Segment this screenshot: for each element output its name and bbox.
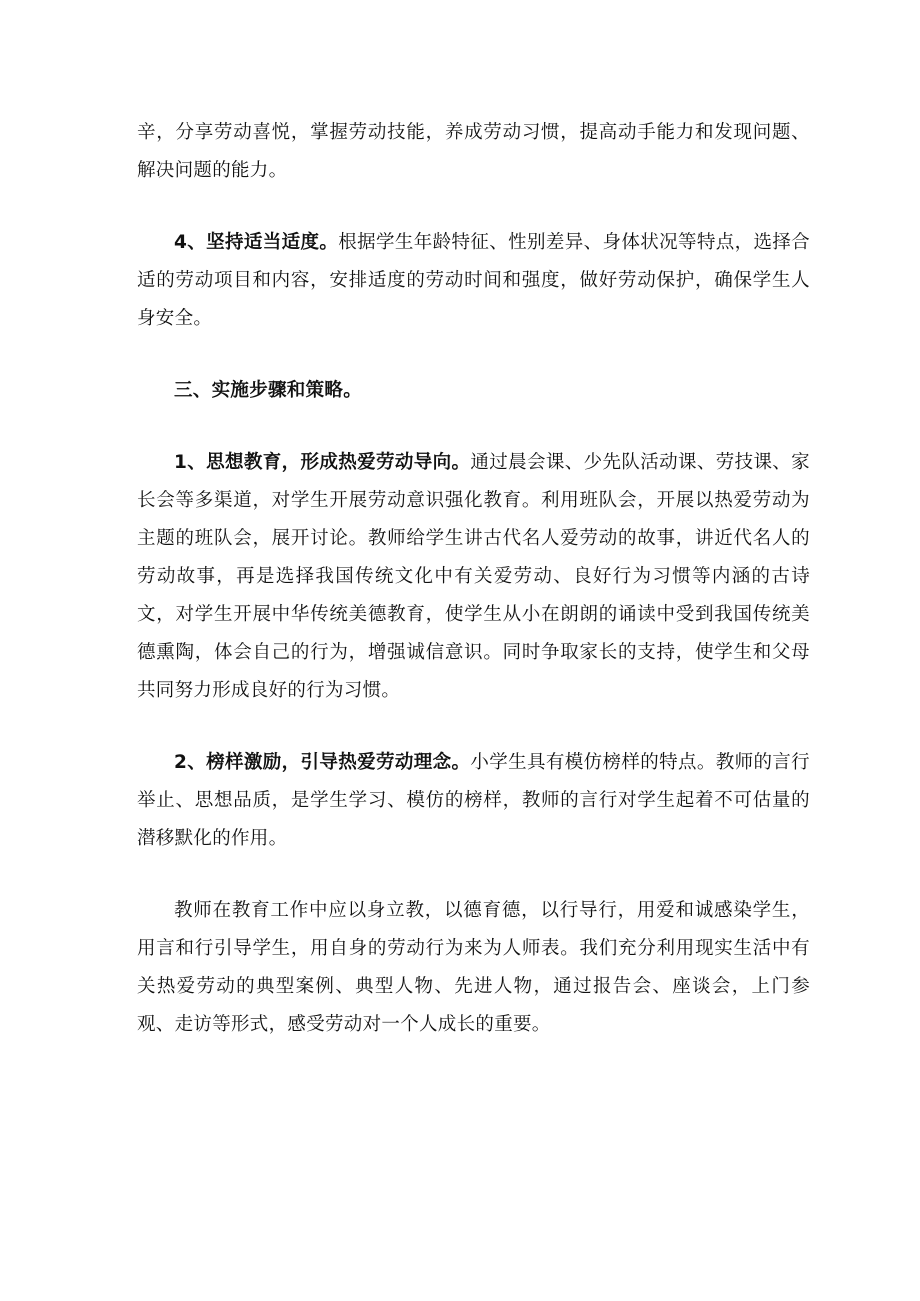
paragraph-5 [137,744,810,858]
paragraph-4-lead: 1、思想教育，形成热爱劳动导向。 [174,452,471,473]
section-heading-3: 三、实施步骤和策略。 [174,380,363,401]
paragraph-4-text: 通过晨会课、少先队活动课、劳技课、家长会等多渠道，对学生开展劳动意识强化教育。利用班队会，开展以热爱劳动为主题的班队会，展开讨论。教师给学生讲古代名人爱劳动的故事，讲近代名人的劳动故事，再是选择我国传统文化中有关爱劳动、良好行为习惯等内涵的古诗文，对学生开展中华传统美德教育，使学生从小在朗朗的诵读中受到我国传统美德熏陶，体会自己的行为，增强诚信意识。同时争取家长的支持，使学生和父母共同努力形成良好的行为习惯。 [137,452,810,701]
paragraph-2-lead: 4、坚持适当适度。 [174,232,339,253]
paragraph-2 [137,224,810,338]
paragraph-5-text: 小学生具有模仿榜样的特点。教师的言行举止、思想品质，是学生学习、模仿的榜样，教师的言行对学生起着不可估量的潜移默化的作用。 [137,752,810,849]
paragraph-6-text: 教师在教育工作中应以身立教，以德育德，以行导行，用爱和诚感染学生，用言和行引导学生，用自身的劳动行为来为人师表。我们充分利用现实生活中有关热爱劳动的典型案例、典型人物、先进人物，通过报告会、座谈会，上门参观、走访等形式，感受劳动对一个人成长的重要。 [137,900,810,1035]
paragraph-1 [137,114,810,190]
paragraph-5-lead: 2、榜样激励，引导热爱劳动理念。 [174,752,471,773]
paragraph-1-text: 辛，分享劳动喜悦，掌握劳动技能，养成劳动习惯，提高动手能力和发现问题、解决问题的能力。 [137,122,810,181]
paragraph-6 [137,892,810,1044]
paragraph-4 [137,444,810,710]
paragraph-2-text: 根据学生年龄特征、性别差异、身体状况等特点，选择合适的劳动项目和内容，安排适度的劳动时间和强度，做好劳动保护，确保学生人身安全。 [137,232,810,329]
